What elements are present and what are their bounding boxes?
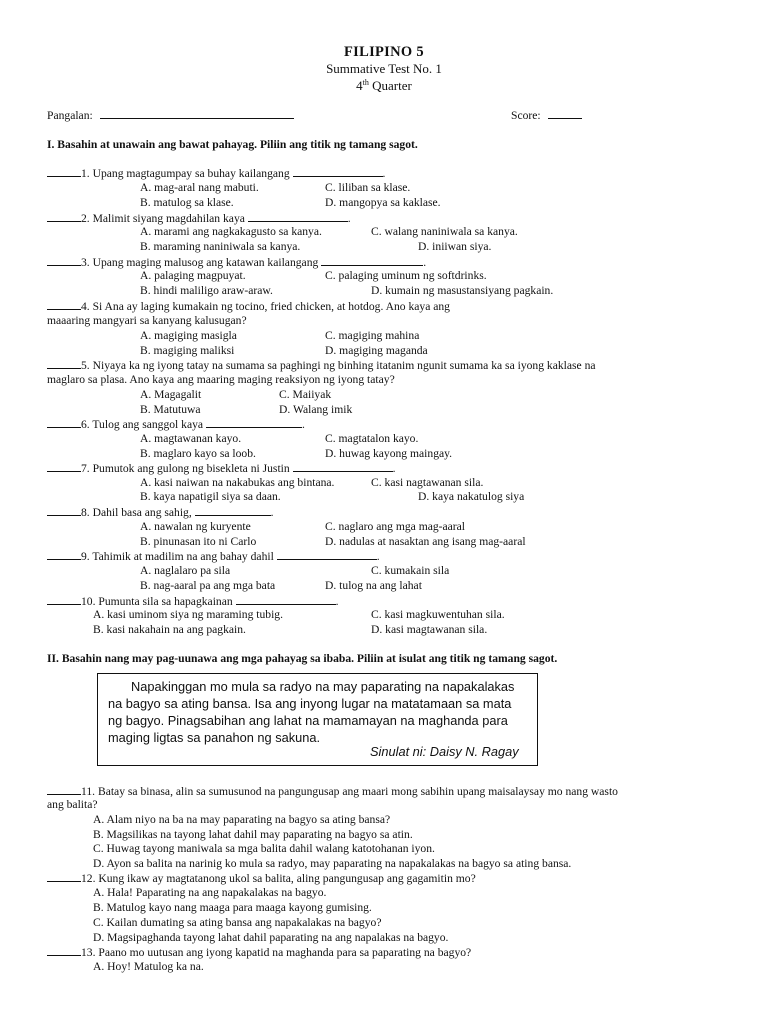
question-13-stem: 13. Paano mo uutusan ang iyong kapatid na maghanda para sa paparating na bagyo? (81, 946, 472, 959)
part2-instruction: II. Basahin nang may pag-uunawa ang mga pahayag sa ibaba. Piliin at isulat ang titik ng tamang sagot. (47, 652, 558, 665)
q13-option-a[interactable]: A. Hoy! Matulog ka na. (93, 960, 204, 973)
quarter-word: Quarter (368, 78, 412, 93)
question-10-stem: 10. Pumunta sila sa hapagkainan (81, 595, 233, 608)
q5-option-a[interactable]: A. Magagalit (140, 388, 202, 401)
q1-option-d[interactable]: D. mangopya sa kaklase. (325, 196, 441, 209)
fill-blank-2 (248, 211, 348, 222)
answer-blank-5[interactable] (47, 358, 81, 369)
q11-option-a[interactable]: A. Alam niyo na ba na may paparating na bagyo sa ating bansa? (93, 813, 391, 826)
q6-option-c[interactable]: C. magtatalon kayo. (325, 432, 419, 445)
q10-option-d[interactable]: D. kasi magtawanan sila. (371, 623, 488, 636)
fill-blank-9 (277, 549, 377, 560)
passage-line-3: ng bagyo. Pinagsabihan ang lahat na mamamayan na maghanda para (108, 713, 508, 728)
score-field[interactable] (548, 108, 582, 119)
passage-line-2: na bagyo sa ating bansa. Isa ang inyong lugar na matatamaan sa mata (108, 696, 512, 711)
q9-option-a[interactable]: A. naglalaro pa sila (140, 564, 231, 577)
q7-option-d[interactable]: D. kaya nakatulog siya (418, 490, 525, 503)
q3-option-d[interactable]: D. kumain ng masustansiyang pagkain. (371, 284, 554, 297)
question-5-stem: 5. Niyaya ka ng iyong tatay na sumama sa paghingi ng binhing itatanim ngunit sumama ka sa iyong kaklase na (81, 359, 596, 372)
q1-option-a[interactable]: A. mag-aral nang mabuti. (140, 181, 259, 194)
question-11-stem: 11. Batay sa binasa, alin sa sumusunod na pangungusap ang maari mong sabihin upang maisalaysay mo nang wasto (81, 785, 618, 798)
question-6: 6. Tulog ang sanggol kaya . (47, 417, 305, 433)
fill-blank-7 (293, 461, 393, 472)
q3-option-a[interactable]: A. palaging magpuyat. (140, 269, 246, 282)
q6-option-b[interactable]: B. maglaro kayo sa loob. (140, 447, 256, 460)
q11-option-b[interactable]: B. Magsilikas na tayong lahat dahil may paparating na bagyo sa atin. (93, 828, 413, 841)
q1-option-c[interactable]: C. liliban sa klase. (325, 181, 411, 194)
quarter-suffix: th (362, 78, 369, 87)
fill-blank-6 (206, 417, 302, 428)
fill-blank-3 (321, 255, 423, 266)
quarter-title (0, 79, 768, 94)
question-7-stem: 7. Pumutok ang gulong ng bisekleta ni Justin (81, 462, 290, 475)
q2-option-c[interactable]: C. walang naniniwala sa kanya. (371, 225, 518, 238)
subject-title: FILIPINO 5 (344, 44, 424, 60)
passage-box (97, 673, 538, 766)
question-8: 8. Dahil basa ang sahig, . (47, 505, 274, 521)
q2-option-b[interactable]: B. maraming naniniwala sa kanya. (140, 240, 301, 253)
q5-option-c[interactable]: C. Maiiyak (279, 388, 332, 401)
question-5-stem-cont: maglaro sa plasa. Ano kaya ang maaring maging reaksiyon ng iyong tatay? (47, 373, 395, 386)
q10-option-b[interactable]: B. kasi nakahain na ang pagkain. (93, 623, 246, 636)
question-3-stem: 3. Upang maging malusog ang katawan kailangang (81, 256, 319, 269)
q8-option-d[interactable]: D. nadulas at nasaktan ang isang mag-aaral (325, 535, 526, 548)
question-9: 9. Tahimik at madilim na ang bahay dahil . (47, 549, 380, 565)
answer-blank-12[interactable] (47, 871, 81, 882)
answer-blank-2[interactable] (47, 211, 81, 222)
test-title: Summative Test No. 1 (326, 61, 442, 76)
q7-option-a[interactable]: A. kasi naiwan na nakabukas ang bintana. (140, 476, 335, 489)
quarter-number: 4 (356, 78, 363, 93)
q9-option-c[interactable]: C. kumakain sila (371, 564, 450, 577)
q7-option-c[interactable]: C. kasi nagtawanan sila. (371, 476, 484, 489)
fill-blank-1 (293, 166, 383, 177)
q5-option-d[interactable]: D. Walang imik (279, 403, 353, 416)
q9-option-d[interactable]: D. tulog na ang lahat (325, 579, 422, 592)
score-label: Score: (511, 109, 541, 122)
name-field[interactable] (100, 108, 294, 119)
question-1-stem: 1. Upang magtagumpay sa buhay kailangang (81, 167, 290, 180)
q3-option-b[interactable]: B. hindi maliligo araw-araw. (140, 284, 273, 297)
answer-blank-1[interactable] (47, 166, 81, 177)
answer-blank-13[interactable] (47, 945, 81, 956)
q12-option-a[interactable]: A. Hala! Paparating na ang napakalakas na bagyo. (93, 886, 327, 899)
question-4 (47, 299, 450, 315)
q11-option-d[interactable]: D. Ayon sa balita na narinig ko mula sa radyo, may paparating na napakalakas na bagyo sa ating bansa. (93, 857, 572, 870)
answer-blank-3[interactable] (47, 255, 81, 266)
answer-blank-6[interactable] (47, 417, 81, 428)
q12-option-d[interactable]: D. Magsipaghanda tayong lahat dahil paparating na ang napalakas na bagyo. (93, 931, 449, 944)
q6-option-a[interactable]: A. magtawanan kayo. (140, 432, 242, 445)
passage-line-1: Napakinggan mo mula sa radyo na may paparating na napakalakas (131, 679, 515, 694)
part1-instruction: I. Basahin at unawain ang bawat pahayag. Piliin ang titik ng tamang sagot. (47, 138, 418, 151)
q8-option-b[interactable]: B. pinunasan ito ni Carlo (140, 535, 257, 548)
answer-blank-11[interactable] (47, 784, 81, 795)
q6-option-d[interactable]: D. huwag kayong maingay. (325, 447, 453, 460)
question-12 (47, 871, 476, 887)
name-row (47, 108, 294, 124)
q5-option-b[interactable]: B. Matutuwa (140, 403, 201, 416)
q3-option-c[interactable]: C. palaging uminum ng softdrinks. (325, 269, 487, 282)
score-row (511, 108, 582, 124)
q9-option-b[interactable]: B. nag-aaral pa ang mga bata (140, 579, 276, 592)
question-4-stem-cont: maaaring mangyari sa kanyang kalusugan? (47, 314, 247, 327)
passage-author: Sinulat ni: Daisy N. Ragay (370, 744, 519, 759)
q2-option-a[interactable]: A. marami ang nagkakagusto sa kanya. (140, 225, 322, 238)
answer-blank-9[interactable] (47, 549, 81, 560)
question-10: 10. Pumunta sila sa hapagkainan . (47, 594, 338, 610)
q10-option-c[interactable]: C. kasi magkuwentuhan sila. (371, 608, 505, 621)
q11-option-c[interactable]: C. Huwag tayong maniwala sa mga balita dahil walang katotohanan iyon. (93, 842, 435, 855)
question-11 (47, 784, 618, 800)
passage-line-4: maging ligtas sa panahon ng sakuna. (108, 730, 321, 745)
question-6-stem: 6. Tulog ang sanggol kaya (81, 418, 204, 431)
answer-blank-8[interactable] (47, 505, 81, 516)
question-12-stem: 12. Kung ikaw ay magtatanong ukol sa balita, aling pangungusap ang gagamitin mo? (81, 872, 476, 885)
question-5 (47, 358, 596, 374)
q7-option-b[interactable]: B. kaya napatigil siya sa daan. (140, 490, 281, 503)
question-1: 1. Upang magtagumpay sa buhay kailangang . (47, 166, 385, 182)
answer-blank-4[interactable] (47, 299, 81, 310)
q12-option-b[interactable]: B. Matulog kayo nang maaga para maaga kayong gumising. (93, 901, 372, 914)
question-11-stem-cont: ang balita? (47, 798, 98, 811)
answer-blank-10[interactable] (47, 594, 81, 605)
fill-blank-10 (236, 594, 336, 605)
answer-blank-7[interactable] (47, 461, 81, 472)
question-3: 3. Upang maging malusog ang katawan kailangang . (47, 255, 426, 271)
q8-option-c[interactable]: C. naglaro ang mga mag-aaral (325, 520, 466, 533)
q10-option-a[interactable]: A. kasi uminom siya ng maraming tubig. (93, 608, 283, 621)
name-label: Pangalan: (47, 109, 93, 122)
q4-option-b[interactable]: B. magiging maliksi (140, 344, 235, 357)
q8-option-a[interactable]: A. nawalan ng kuryente (140, 520, 251, 533)
q12-option-c[interactable]: C. Kailan dumating sa ating bansa ang napakalakas na bagyo? (93, 916, 382, 929)
question-8-stem: 8. Dahil basa ang sahig, (81, 506, 192, 519)
question-2: 2. Malimit siyang magdahilan kaya . (47, 211, 351, 227)
question-9-stem: 9. Tahimik at madilim na ang bahay dahil (81, 550, 274, 563)
fill-blank-8 (195, 505, 271, 516)
question-13 (47, 945, 471, 961)
q4-option-a[interactable]: A. magiging masigla (140, 329, 237, 342)
question-2-stem: 2. Malimit siyang magdahilan kaya (81, 212, 245, 225)
q4-option-d[interactable]: D. magiging maganda (325, 344, 428, 357)
q2-option-d[interactable]: D. iniiwan siya. (418, 240, 492, 253)
q1-option-b[interactable]: B. matulog sa klase. (140, 196, 234, 209)
q4-option-c[interactable]: C. magiging mahina (325, 329, 420, 342)
question-4-stem: 4. Si Ana ay laging kumakain ng tocino, fried chicken, at hotdog. Ano kaya ang (81, 300, 450, 313)
question-7: 7. Pumutok ang gulong ng bisekleta ni Justin . (47, 461, 396, 477)
